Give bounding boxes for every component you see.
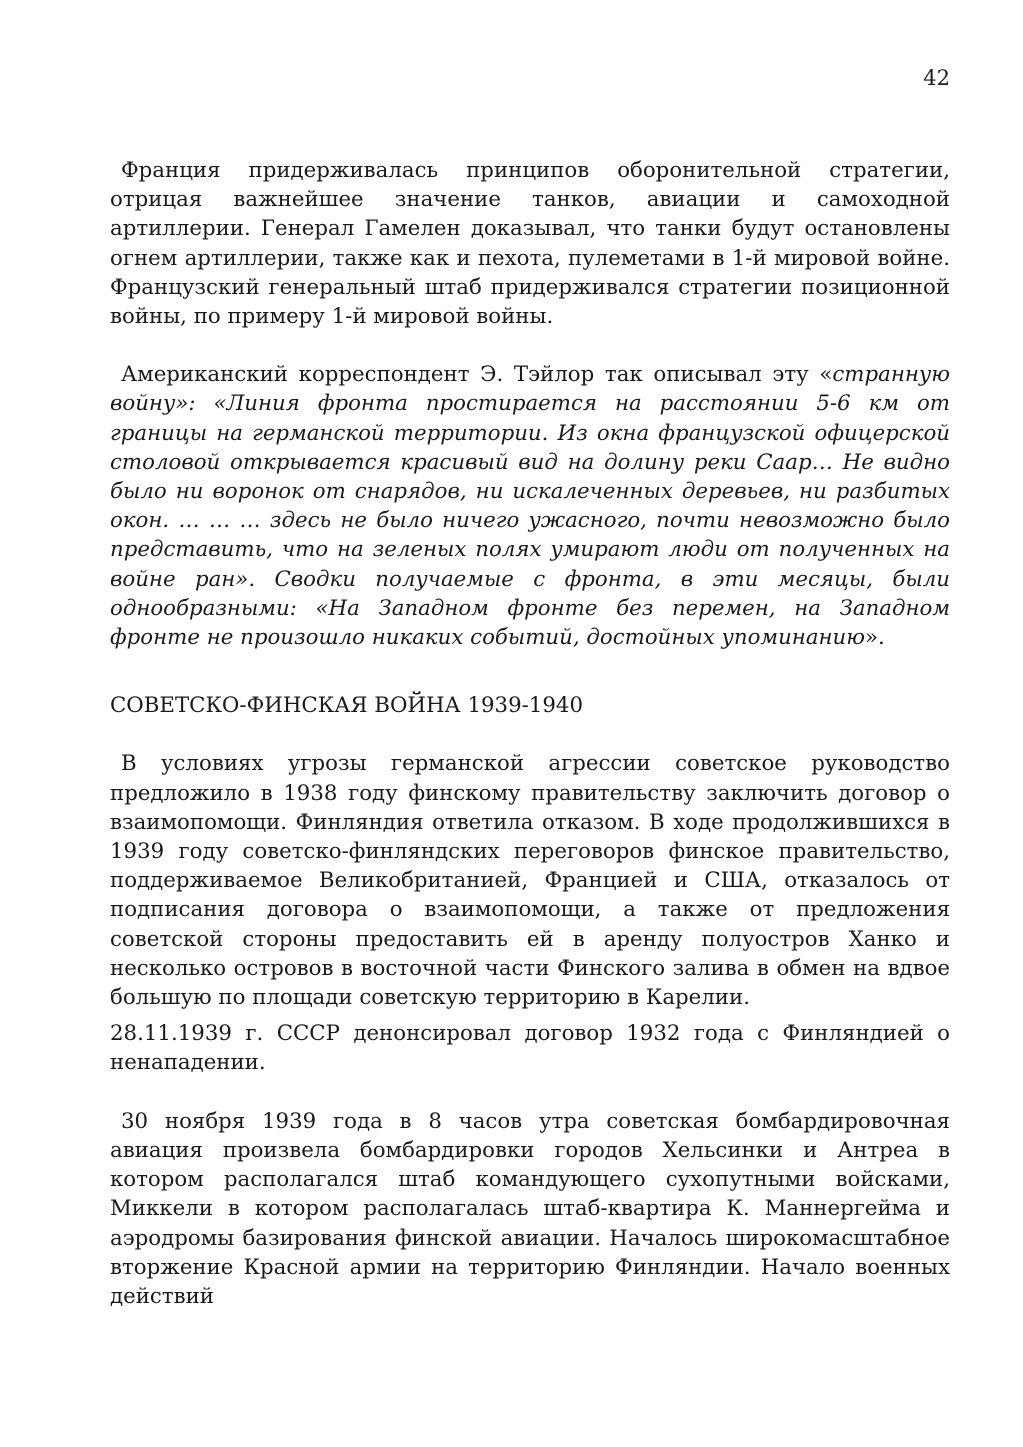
paragraph-france-strategy: Франция придерживалась принципов оборонительной стратегии, отрицая важнейшее значение танков, авиации и самоходной артиллерии. Генерал Гамелен доказывал, что танки будут остановлены огнем артиллерии, также как и пехота, пулеметами в 1-й мировой войне. Французский генеральный штаб придерживался стратегии позиционной войны, по примеру 1-й мировой войны. [110, 158, 950, 330]
quote-intro: Американский корреспондент Э. Тэйлор так описывал эту « [121, 362, 833, 388]
quote-italic: странную войну»: «Линия фронта простирается на расстоянии 5-6 км от границы на германской территории. Из окна французской офицерской столовой открывается красивый вид на долину реки Саар… Не видно было ни воронок от снарядов, ни искалеченных деревьев, ни разбитых окон. … … … здесь не было ничего ужасного, почти невозможно было представить, что на зеленых полях умирают люди от полученных на войне ран». Сводки получаемые с фронта, в эти месяцы, были однообразными: «На Западном фронте без перемен, на Западном фронте не произошло никаких событий, достойных упоминанию [110, 362, 950, 651]
document-body [110, 156, 950, 1311]
quote-end: ». [865, 625, 885, 651]
page-number: 42 [923, 66, 950, 90]
paragraph-negotiations: В условиях угрозы германской агрессии советское руководство предложило в 1938 году финскому правительству заключить договор о взаимопомощи. Финляндия ответила отказом. В ходе продолжившихся в 1939 году советско-финляндских переговоров финское правительство, поддерживаемое Великобританией, Францией и США, отказалось от подписания договора о взаимопомощи, а также от предложения советской стороны предоставить ей в аренду полуостров Ханко и несколько островов в восточной части Финского залива в обмен на вдвое большую по площади советскую территорию в Карелии. [110, 751, 950, 1011]
paragraph-denunciation: 28.11.1939 г. СССР денонсировал договор 1932 года с Финляндией о ненападении. [110, 1021, 950, 1076]
paragraph-taylor-quote [110, 360, 950, 652]
paragraph-invasion: 30 ноября 1939 года в 8 часов утра советская бомбардировочная авиация произвела бомбардировки городов Хельсинки и Антреа в котором располагался штаб командующего сухопутными войсками, Миккели в котором располагалась штаб-квартира К. Маннергейма и аэродромы базирования финской авиации. Началось широкомасштабное вторжение Красной армии на территорию Финляндии. Начало военных действий [110, 1108, 950, 1309]
section-heading: СОВЕТСКО-ФИНСКАЯ ВОЙНА 1939-1940 [110, 693, 584, 719]
